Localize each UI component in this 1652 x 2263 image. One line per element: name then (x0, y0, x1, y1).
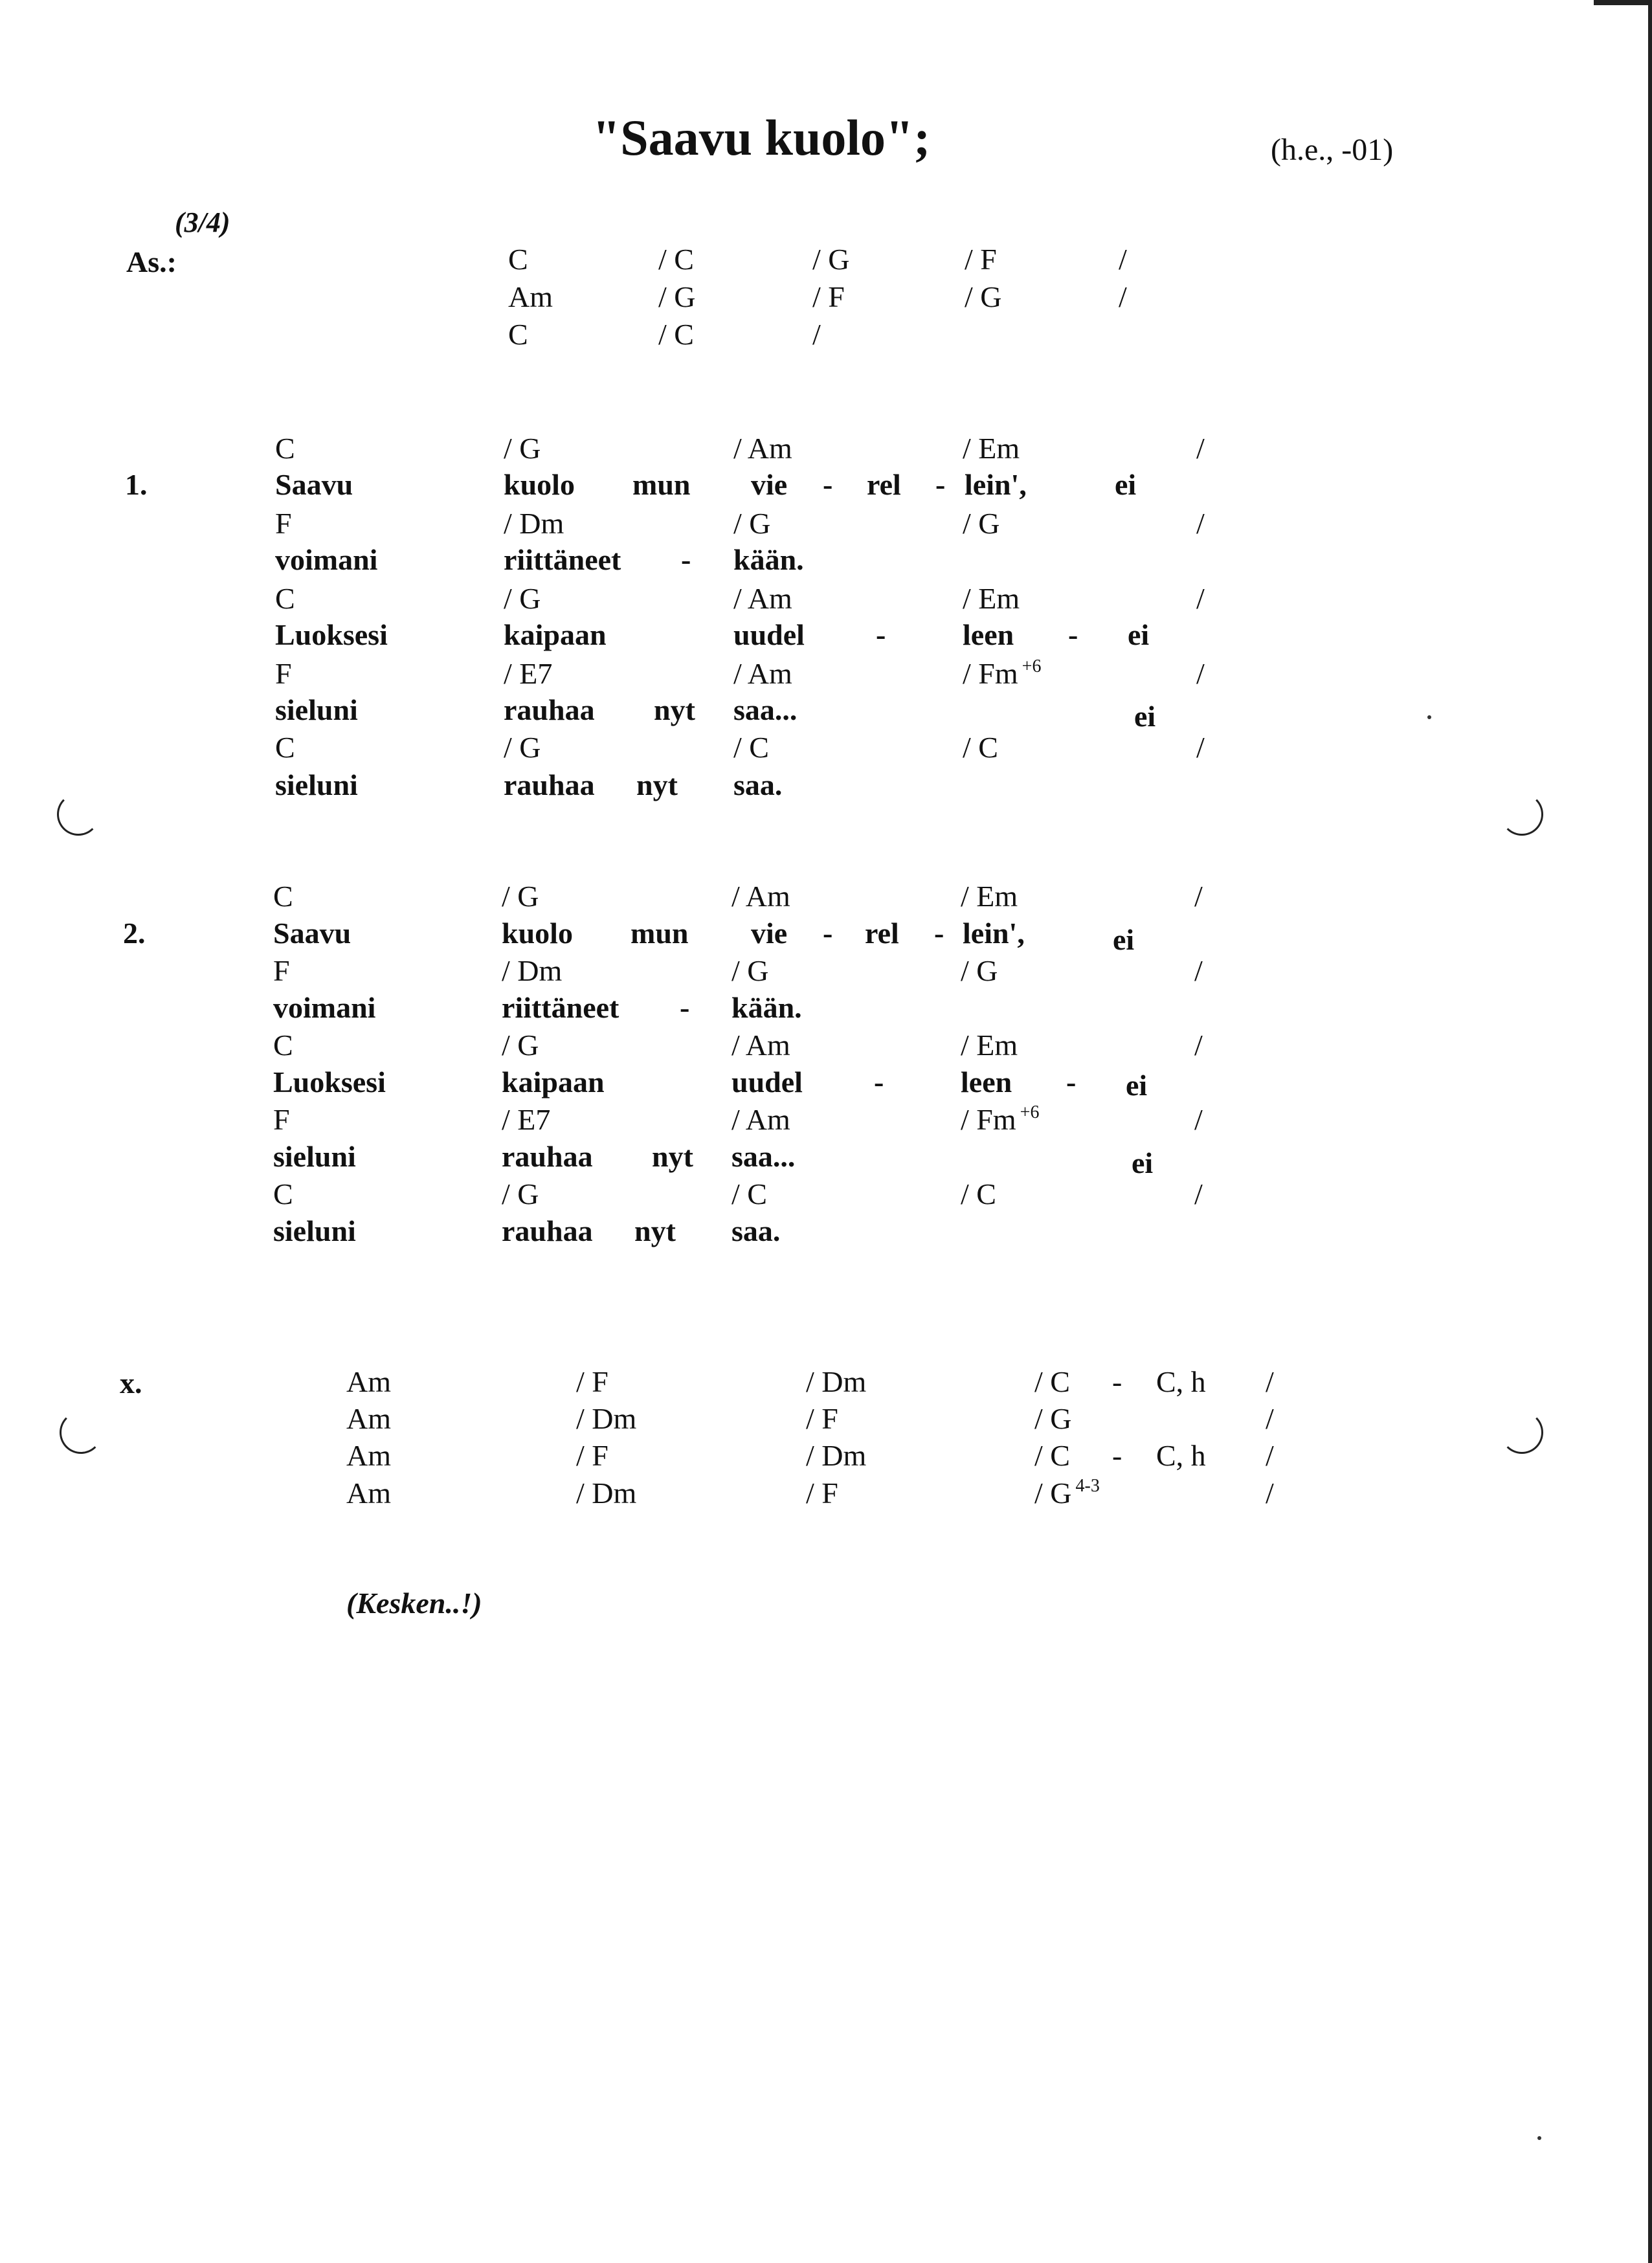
chord: / Dm (502, 954, 563, 987)
intro-chord: C (508, 318, 528, 351)
lyric: vie (751, 917, 788, 950)
intro-chord: / G (658, 280, 696, 313)
barline: / (1266, 1439, 1274, 1472)
lyric: lein', (963, 917, 1025, 950)
barline: / (1194, 1177, 1203, 1210)
lyric: voimani (275, 543, 378, 576)
scan-speck (1427, 715, 1431, 719)
chord: C, h (1156, 1439, 1206, 1472)
lyric: sieluni (275, 768, 358, 801)
barline: / (1194, 880, 1203, 913)
lyric: ei (1113, 923, 1135, 956)
chord: / G (504, 582, 541, 615)
hyphen: - (874, 1065, 884, 1098)
time-signature: (3/4) (175, 206, 230, 238)
lyric: kään. (733, 543, 804, 576)
lyric: kuolo (504, 468, 575, 501)
lyric: Saavu (275, 468, 353, 501)
chord: Am (346, 1439, 391, 1472)
chord: / G (504, 432, 541, 465)
chord: / Em (963, 582, 1020, 615)
chord-root: / Fm (961, 1103, 1016, 1136)
lyric: rauhaa (502, 1214, 593, 1247)
lyric: kaipaan (504, 618, 607, 651)
lyric: saa. (733, 768, 783, 801)
lyric: sieluni (275, 693, 358, 726)
lyric: lein', (965, 468, 1027, 501)
barline: / (1196, 432, 1205, 465)
hyphen: - (680, 991, 690, 1024)
chord-extension: +6 (1021, 656, 1042, 676)
chord: / C (1034, 1439, 1070, 1472)
intro-chord: / F (812, 280, 845, 313)
lyric: Saavu (273, 917, 352, 950)
hyphen: - (935, 468, 946, 501)
barline: / (1266, 1402, 1274, 1435)
lyric: Luoksesi (275, 618, 388, 651)
chord: / Am (731, 1029, 790, 1062)
chord: / Dm (576, 1477, 637, 1510)
barline: / (1194, 1103, 1203, 1136)
lyric: rel (865, 917, 899, 950)
intro-chord: / C (658, 243, 694, 276)
barline: / (1266, 1477, 1274, 1510)
chord: / F (576, 1439, 608, 1472)
barline: / (1194, 954, 1203, 987)
lyric: nyt (636, 768, 678, 801)
chord: F (273, 954, 290, 987)
chord: / C (1034, 1365, 1070, 1398)
intro-chord: / C (658, 318, 694, 351)
chord: / G (963, 507, 1000, 540)
punch-hole-mark (1501, 1411, 1543, 1454)
chord: / Dm (576, 1402, 637, 1435)
chord: F (275, 507, 292, 540)
chord: / E7 (502, 1103, 551, 1136)
lyric: sieluni (273, 1214, 356, 1247)
lyric: kään. (731, 991, 802, 1024)
chord: / Em (961, 880, 1018, 913)
chord (961, 1102, 1039, 1137)
lyric: uudel (733, 618, 805, 651)
barline: / (1196, 657, 1205, 690)
verse-number: 1. (125, 468, 148, 501)
lyric: nyt (652, 1140, 693, 1173)
intro-chord: C (508, 243, 528, 276)
chord (1034, 1476, 1100, 1510)
chord: / Dm (806, 1365, 867, 1398)
lyric: mun (631, 917, 689, 950)
intro-chord: Am (508, 280, 553, 313)
page-edge-top (1594, 0, 1652, 5)
lyric: leen (963, 618, 1014, 651)
chord: / C (963, 731, 998, 764)
lyric: saa... (733, 693, 798, 726)
chord-root: / Fm (963, 657, 1018, 690)
barline: / (1196, 731, 1205, 764)
chord: C (273, 1177, 293, 1210)
chord: / Am (733, 432, 792, 465)
intro-label: As.: (126, 245, 177, 278)
interlude-label: x. (120, 1366, 142, 1399)
chord: Am (346, 1402, 391, 1435)
lyric: kuolo (502, 917, 573, 950)
chord: / G (731, 954, 769, 987)
lyric: ei (1134, 700, 1156, 733)
lyric: ei (1128, 618, 1150, 651)
chord: / G (502, 1177, 539, 1210)
hyphen: - (823, 468, 833, 501)
hyphen: - (934, 917, 944, 950)
lyric: uudel (731, 1065, 803, 1098)
chord: / C (731, 1177, 767, 1210)
closing-note: (Kesken..!) (346, 1587, 482, 1620)
hyphen: - (1112, 1365, 1122, 1398)
chord: / G (961, 954, 998, 987)
barline: / (1266, 1365, 1274, 1398)
chord: C (275, 582, 295, 615)
chord: / Em (963, 432, 1020, 465)
punch-hole-mark (60, 1411, 102, 1454)
barline: / (1196, 507, 1205, 540)
barline: / (1196, 582, 1205, 615)
chord: F (273, 1103, 290, 1136)
lyric: sieluni (273, 1140, 356, 1173)
chord: / Dm (806, 1439, 867, 1472)
chord: Am (346, 1365, 391, 1398)
barline: / (1119, 243, 1127, 276)
chord: C (275, 731, 295, 764)
chord-root: / G (1034, 1477, 1072, 1510)
lyric: rauhaa (504, 768, 595, 801)
chord: / Dm (504, 507, 564, 540)
chord: / C (961, 1177, 996, 1210)
lyric: kaipaan (502, 1065, 605, 1098)
lyric: saa... (731, 1140, 796, 1173)
chord: / G (1034, 1402, 1072, 1435)
chord: / Em (961, 1029, 1018, 1062)
lyric: vie (751, 468, 788, 501)
barline: / (812, 318, 821, 351)
chord: / Am (731, 1103, 790, 1136)
chord: F (275, 657, 292, 690)
song-title: "Saavu kuolo"; (592, 109, 931, 166)
song-credit: (h.e., -01) (1271, 133, 1394, 167)
lyric: ei (1132, 1146, 1154, 1179)
punch-hole-mark (1501, 793, 1543, 836)
chord: / G (504, 731, 541, 764)
chord: C, h (1156, 1365, 1206, 1398)
chord: / Am (731, 880, 790, 913)
intro-chord: / G (965, 280, 1002, 313)
lyric: voimani (273, 991, 376, 1024)
chord-extension: +6 (1020, 1102, 1040, 1122)
chord: C (273, 1029, 293, 1062)
lyric: ei (1115, 468, 1137, 501)
intro-chord: / G (812, 243, 850, 276)
chord: / E7 (504, 657, 553, 690)
barline: / (1119, 280, 1127, 313)
chord-extension: 4-3 (1075, 1476, 1100, 1496)
chord: / G (733, 507, 771, 540)
hyphen: - (823, 917, 833, 950)
chord: C (273, 880, 293, 913)
hyphen: - (1068, 618, 1078, 651)
chord: / F (806, 1477, 838, 1510)
lyric: rauhaa (504, 693, 595, 726)
chord: / F (806, 1402, 838, 1435)
lyric: leen (961, 1065, 1012, 1098)
lyric: ei (1126, 1069, 1148, 1102)
hyphen: - (681, 543, 691, 576)
chord: / G (502, 1029, 539, 1062)
lyric: riittäneet (502, 991, 620, 1024)
intro-chord: / F (965, 243, 997, 276)
chord (963, 656, 1041, 691)
lyric: saa. (731, 1214, 781, 1247)
page-edge (1648, 0, 1652, 2263)
chord: / C (733, 731, 769, 764)
lyric: mun (632, 468, 691, 501)
chord: / Am (733, 657, 792, 690)
chord: / Am (733, 582, 792, 615)
verse-number: 2. (123, 917, 146, 950)
hyphen: - (1112, 1439, 1122, 1472)
lyric: nyt (634, 1214, 676, 1247)
lyric: rel (867, 468, 901, 501)
punch-hole-mark (57, 793, 100, 836)
hyphen: - (1066, 1065, 1077, 1098)
lyric: Luoksesi (273, 1065, 386, 1098)
lyric: nyt (654, 693, 695, 726)
scan-speck (1537, 2136, 1541, 2140)
chord: / F (576, 1365, 608, 1398)
lyric: riittäneet (504, 543, 621, 576)
hyphen: - (876, 618, 886, 651)
chord: Am (346, 1477, 391, 1510)
chord: C (275, 432, 295, 465)
chord: / G (502, 880, 539, 913)
barline: / (1194, 1029, 1203, 1062)
lyric: rauhaa (502, 1140, 593, 1173)
